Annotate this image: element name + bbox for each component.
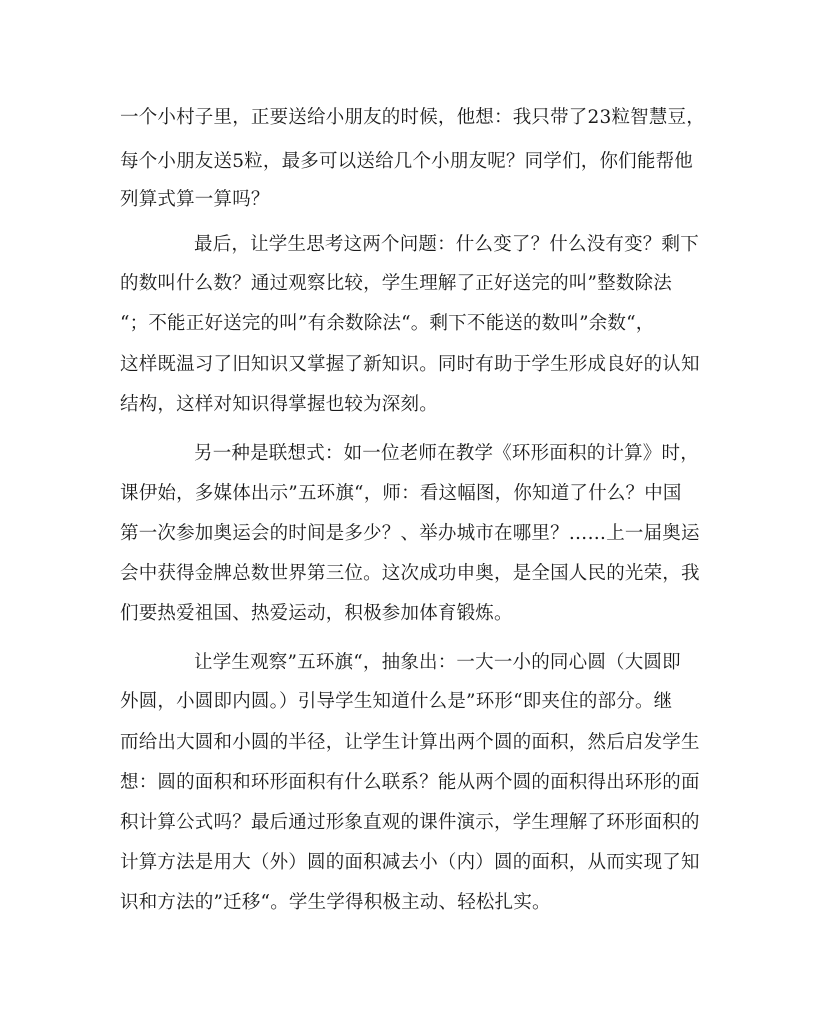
text-line: 课伊始，多媒体出示”五环旗“，师：看这幅图，你知道了什么？中国: [120, 483, 682, 504]
text-line: 第一次参加奥运会的时间是多少？、举办城市在哪里？……上一届奥运: [120, 523, 700, 544]
text-line: 一个小村子里，正要送给小朋友的时候，他想：我只带了23粒智慧豆，: [120, 107, 705, 128]
text-line: 另一种是联想式：如一位老师在教学《环形面积的计算》时，: [194, 443, 699, 464]
text-line: 这样既温习了旧知识又掌握了新知识。同时有助于学生形成良好的认知: [120, 354, 700, 375]
text-line: 列算式算一算吗？: [120, 189, 270, 210]
text-line: 们要热爱祖国、热爱运动，积极参加体育锻炼。: [120, 603, 513, 624]
text-line: 识和方法的”迁移“。学生学得积极主动、轻松扎实。: [120, 892, 551, 913]
text-line: 让学生观察”五环旗“，抽象出：一大一小的同心圆（大圆即: [194, 652, 681, 673]
text-line: 积计算公式吗？最后通过形象直观的课件演示，学生理解了环形面积的: [120, 812, 700, 833]
text-line: 而给出大圆和小圆的半径，让学生计算出两个圆的面积，然后启发学生: [120, 732, 700, 753]
text-line: 最后，让学生思考这两个问题：什么变了？什么没有变？剩下: [194, 234, 699, 255]
text-line: 每个小朋友送5粒，最多可以送给几个小朋友呢？同学们，你们能帮他: [120, 151, 693, 172]
text-line: 结构，这样对知识得掌握也较为深刻。: [120, 394, 438, 415]
text-line: 想：圆的面积和环形面积有什么联系？能从两个圆的面积得出环形的面: [120, 772, 700, 793]
text-line: 外圆，小圆即内圆。）引导学生知道什么是”环形“即夹住的部分。继: [120, 691, 673, 712]
text-line: 的数叫什么数？通过观察比较，学生理解了正好送完的叫”整数除法: [120, 273, 672, 294]
text-line: 会中获得金牌总数世界第三位。这次成功申奥，是全国人民的光荣，我: [120, 563, 700, 584]
text-line: “；不能正好送完的叫”有余数除法“。剩下不能送的数叫”余数“，: [120, 313, 655, 334]
text-line: 计算方法是用大（外）圆的面积减去小（内）圆的面积，从而实现了知: [120, 852, 700, 873]
